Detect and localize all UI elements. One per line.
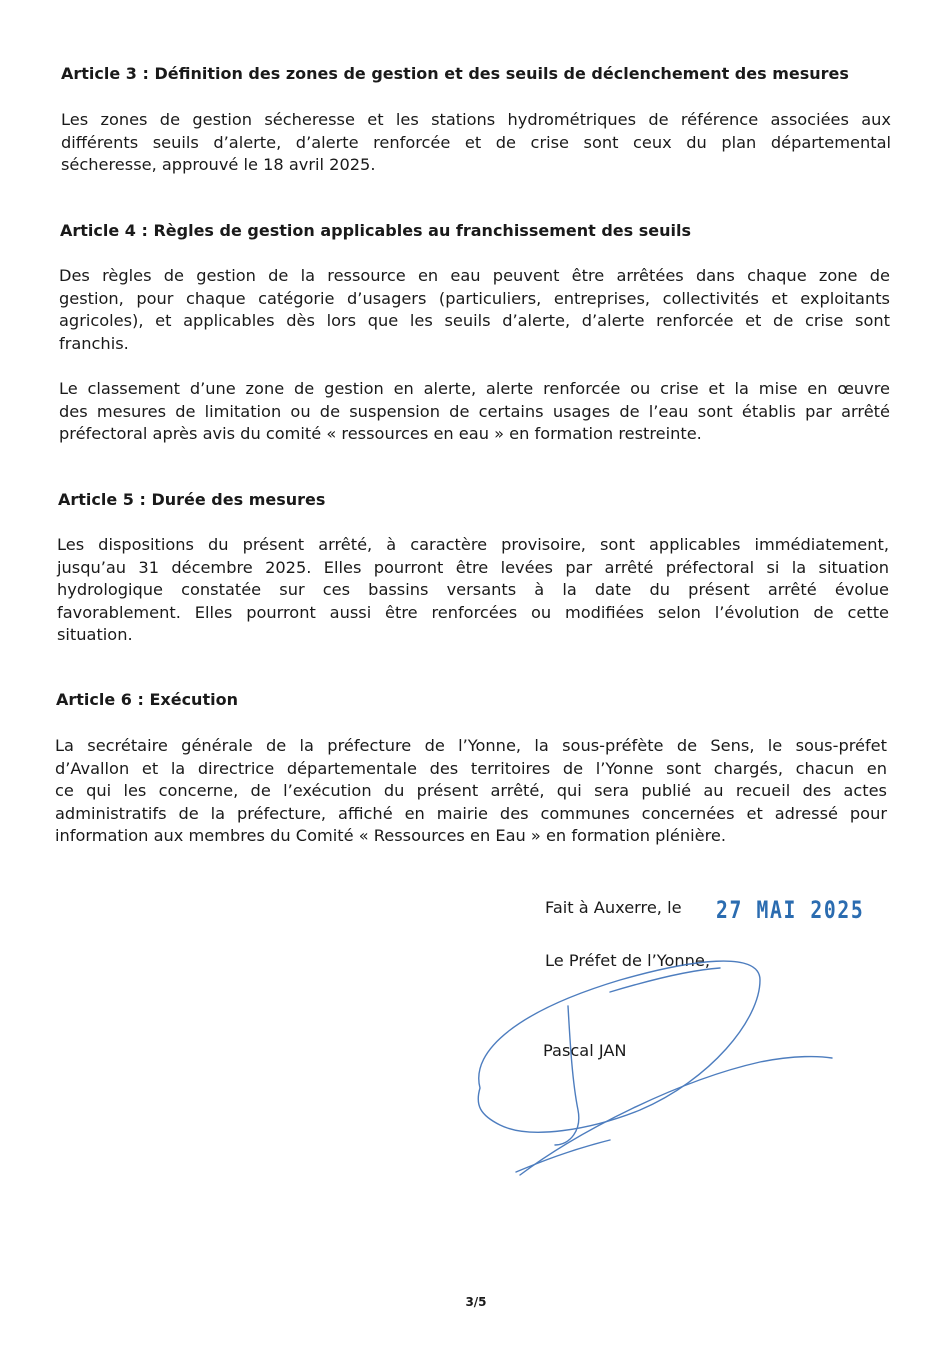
place-date-label: Fait à Auxerre, le: [545, 898, 682, 917]
text-line: hydrologique constatée sur ces bassins versants à la date du présent arrêté évolue: [57, 580, 889, 599]
article-3-paragraph-1: [61, 109, 891, 177]
text-line: ce qui les concerne, de l’exécution du présent arrêté, qui sera publié au recueil des actes: [55, 781, 887, 800]
article-5-heading: Article 5 : Durée des mesures: [58, 490, 326, 509]
article-4-heading: Article 4 : Règles de gestion applicables au franchissement des seuils: [60, 221, 691, 240]
article-3-heading: Article 3 : Définition des zones de gestion et des seuils de déclenchement des mesures: [61, 64, 849, 83]
text-line: sécheresse, approuvé le 18 avril 2025.: [61, 155, 376, 174]
text-line: franchis.: [59, 333, 129, 353]
article-6-heading: Article 6 : Exécution: [56, 690, 238, 709]
text-line: Le classement d’une zone de gestion en alerte, alerte renforcée ou crise et la mise en œuvre: [59, 379, 890, 398]
text-line: préfectoral après avis du comité « ressources en eau » en formation restreinte.: [59, 424, 702, 443]
text-line: d’Avallon et la directrice départementale des territoires de l’Yonne sont chargés, chacun en: [55, 758, 887, 778]
signatory-title: Le Préfet de l’Yonne,: [545, 951, 711, 970]
text-line: différents seuils d’alerte, d’alerte renforcée et de crise sont ceux du plan départemental: [61, 132, 891, 152]
text-line: agricoles), et applicables dès lors que les seuils d’alerte, d’alerte renforcée et de crise sont: [59, 311, 890, 330]
text-line: favorablement. Elles pourront aussi être renforcées ou modifiées selon l’évolution de cette: [57, 602, 889, 622]
text-line: administratifs de la préfecture, affiché en mairie des communes concernées et adressé pour: [55, 803, 887, 823]
text-line: La secrétaire générale de la préfecture de l’Yonne, la sous-préfète de Sens, le sous-préfet: [55, 736, 887, 755]
article-4-paragraph-2: [59, 378, 890, 446]
text-line: jusqu’au 31 décembre 2025. Elles pourront être levées par arrêté préfectoral si la situation: [57, 557, 889, 577]
text-line: Les zones de gestion sécheresse et les stations hydrométriques de référence associées aux: [61, 110, 891, 129]
text-line: gestion, pour chaque catégorie d’usagers (particuliers, entreprises, collectivités et exploitants: [59, 288, 890, 308]
article-5-paragraph-1: [57, 534, 889, 647]
handwritten-signature-icon: [460, 940, 840, 1190]
text-line: Les dispositions du présent arrêté, à caractère provisoire, sont applicables immédiatement,: [57, 535, 889, 554]
article-6-paragraph-1: [55, 735, 887, 848]
article-4-paragraph-1: [59, 265, 890, 355]
text-line: Des règles de gestion de la ressource en eau peuvent être arrêtées dans chaque zone de: [59, 266, 890, 285]
text-line: information aux membres du Comité « Ressources en Eau » en formation plénière.: [55, 826, 726, 845]
page-number: 3/5: [465, 1295, 487, 1309]
signatory-name: Pascal JAN: [543, 1041, 627, 1060]
text-line: situation.: [57, 625, 133, 644]
text-line: des mesures de limitation ou de suspension de certains usages de l’eau sont établis par arrêté: [59, 401, 890, 421]
date-stamp: 27 MAI 2025: [716, 896, 865, 924]
